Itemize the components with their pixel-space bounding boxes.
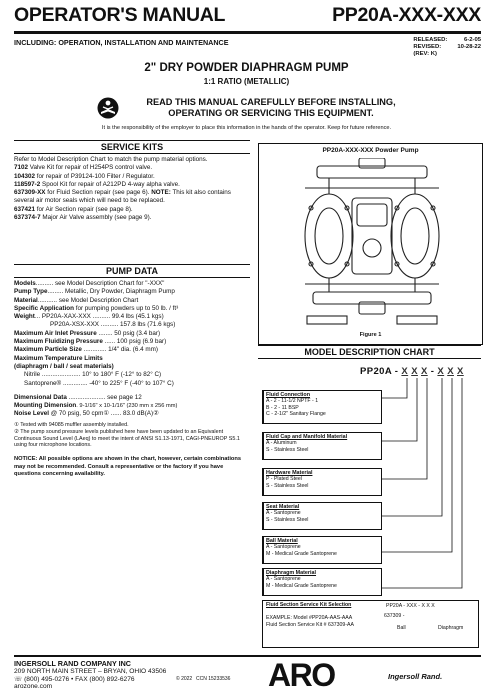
seat-material-box: Seat Material A - Santoprene S - Stainless Steel — [262, 502, 382, 530]
warning-line-1: READ THIS MANUAL CAREFULLY BEFORE INSTALLING, — [146, 97, 396, 107]
pump-data-body: Models.......... see Model Description Chart for "-XXX" Pump Type......... Metallic, Dry Powder, Diaphragm Pump Material........... see Model Description Chart Specific Application for pumping powders up to 50 lb. / ft³ Weight... PP20A-XAX-XXX .......... 99.4 lbs (45.1 kgs) PP20A-XSX-XXX .......... 157.8 lbs (71.6 kgs) Maximum Air Inlet Pressure ........ 50 psig (3.4 bar) Maximum Fluidizing Pressure ...... 100 psig (6.9 bar) Maximum Particle Size ............. 1/4" dia. (6.4 mm) Maximum Temperature Limits (diaphragm / ball / seat materials) Nitrile ...................... 10° to 180° F (-12° to 82° C) Santoprene® .............. -40° to 225° F (-40° to 107° C) Dimensional Data ..................... see page 12 Mounting Dimension. 9-1/16" x 10-1/16" (230 mm x 256 mm) Noise Level @ 70 psig, 50 cpm① ...... 83.0 dB(A)② ① Tested with 94085 muffler assembly installed. ② The pump sound pressure levels published here have been updated to an Equivalent Continuous Sound Level (LAeq) to meet the intent of ANSI S1.13-1971, CAGI-PNEUROP S5.1 using four microphone locations. NOTICE: All possible options are shown in the chart, however, certain combinations may not be recommended. Consult a representative or the factory if you have questions concerning availability. — [14, 280, 250, 478]
ccn-number: CCN 15233536 — [196, 676, 231, 682]
fluid-cap-box: Fluid Cap and Manifold Material A - Aluminum S - Stainless Steel — [262, 432, 382, 460]
pump-data-heading: PUMP DATA — [14, 264, 250, 278]
kit-item: 104302 for repair of P39124-100 Filter / Regulator. — [14, 172, 155, 180]
hardware-material-box: Hardware Material P - Plated Steel S - Stainless Steel — [262, 468, 382, 496]
read-manual-icon — [97, 97, 119, 119]
figure-title: PP20A-XXX-XXX Powder Pump — [322, 147, 419, 154]
model-number: PP20A-XXX-XXX — [332, 4, 481, 26]
aro-logo: ARO — [268, 657, 335, 693]
service-kits-intro: Refer to Model Description Chart to match the pump material options. — [14, 156, 208, 163]
warning-text — [126, 97, 416, 119]
pump-illustration — [297, 158, 447, 330]
figure-box — [258, 143, 483, 345]
release-info — [410, 37, 481, 59]
manual-title: OPERATOR'S MANUAL — [14, 4, 226, 26]
kit-item: 637374-7 Major Air Valve assembly (see page 9). — [14, 214, 152, 222]
including-line: INCLUDING: OPERATION, INSTALLATION AND MAINTENANCE — [14, 38, 229, 47]
company-info — [14, 660, 166, 691]
model-chart-heading: MODEL DESCRIPTION CHART — [258, 345, 481, 359]
kit-item: 118597-2 Spool Kit for repair of A212PD 4-way alpha valve. — [14, 180, 180, 188]
service-kit-selection: Fluid Section Service Kit Selection EXAMPLE: Model #PP20A-AAS-AAA Fluid Section Service Kit # 637309-AA PP20A - XXX - X X X 637309 - Ball Diaphragm — [262, 600, 479, 648]
company-address: 209 NORTH MAIN STREET – BRYAN, OHIO 43506 — [14, 667, 167, 675]
revised-value: 10-28-22 — [457, 44, 481, 51]
copyright-year: © 2022 — [176, 676, 193, 682]
service-kits-body — [14, 156, 250, 222]
pump-title: 2" DRY POWDER DIAPHRAGM PUMP — [144, 62, 349, 74]
warning-line-2: OPERATING OR SERVICING THIS EQUIPMENT. — [168, 108, 374, 118]
company-web: arozone.com — [14, 683, 53, 691]
fluid-connection-box: Fluid Connection A - 2 - 11-1/2 NPTF - 1 B - 2 - 11 BSP C - 2-1/2" Sanitary Flange — [262, 390, 382, 424]
notice-text: NOTICE: All possible options are shown in the chart, however, certain combinations may not be recommended. Consult a representative or the factory if you have questions concerning availability. — [14, 456, 242, 477]
released-value: 6-2-05 — [463, 37, 481, 43]
figure-caption: Figure 1 — [359, 332, 382, 338]
footer-rule — [14, 655, 481, 657]
pump-ratio: 1:1 RATIO (METALLIC) — [203, 77, 290, 86]
footnote-2: ② The pump sound pressure levels published here have been updated to an Equivalent Continuous Sound Level (LAeq) to meet the intent of ANSI S1.13-1971, CAGI-PNEUROP S5.1 using four microphone locations. — [14, 428, 240, 449]
diaphragm-material-box: Diaphragm Material A - Santoprene M - Medical Grade Santoprene — [262, 568, 382, 596]
ingersoll-rand-logo: Ingersoll Rand. — [388, 672, 443, 681]
revised-label: REVISED: — [413, 44, 442, 51]
company-phone: ☏ (800) 495-0276 • FAX (800) 892-6276 — [14, 675, 135, 683]
released-label: RELEASED: — [413, 37, 448, 43]
footnote-1: ① Tested with 94085 muffler assembly installed. — [14, 421, 129, 428]
kit-item: 637421 for Air Section repair (see page 8). — [14, 205, 133, 213]
header-rule — [14, 31, 481, 34]
model-code: PP20A - X X X - X X X — [360, 366, 464, 377]
kit-item: 7102 Valve Kit for repair of H254PS control valve. — [14, 164, 153, 172]
rev-label: (REV: K) — [413, 51, 437, 58]
company-name: INGERSOLL RAND COMPANY INC — [14, 659, 132, 668]
kit-item: 637309-XX for Fluid Section repair (see page 6). NOTE: This kit also contains several air motor seals which will need to be replaced. — [14, 189, 231, 205]
responsibility-note: It is the responsibility of the employer to place this information in the hands of the operator. Keep for future reference. — [101, 125, 392, 131]
ball-material-box: Ball Material A - Santoprene M - Medical Grade Santoprene — [262, 536, 382, 564]
service-kits-heading: SERVICE KITS — [14, 140, 250, 154]
